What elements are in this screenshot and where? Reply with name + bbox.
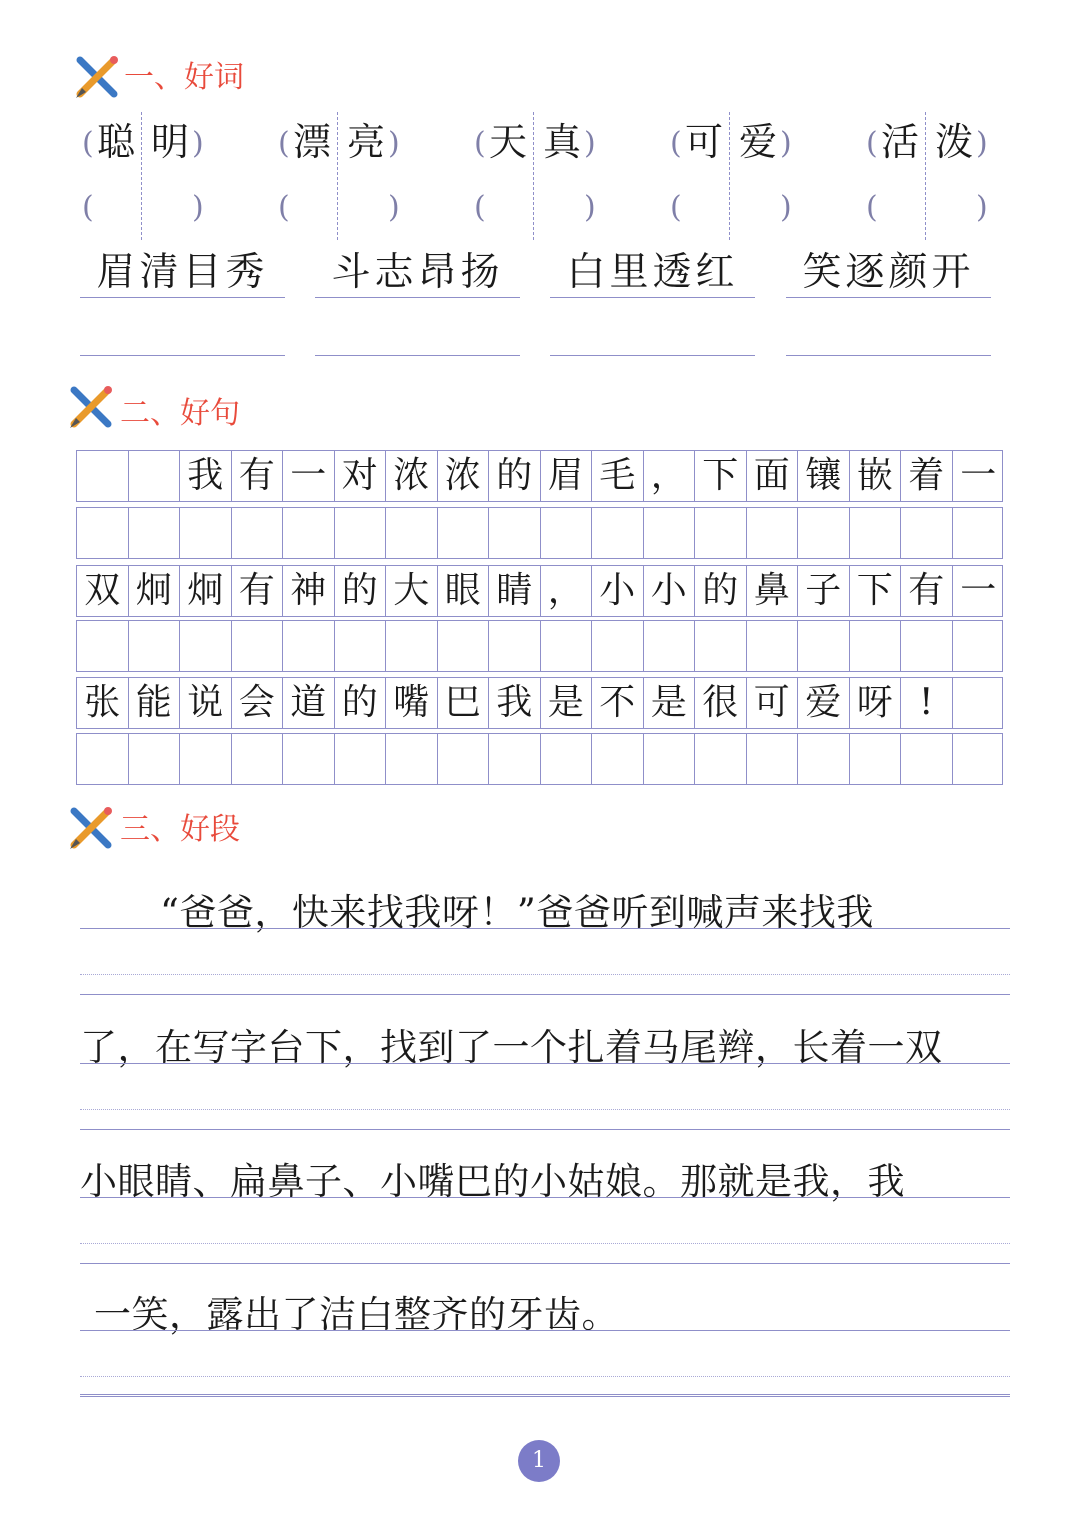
grid-cell: !	[901, 678, 953, 728]
grid-cell[interactable]	[335, 621, 387, 671]
grid-cell[interactable]	[180, 508, 232, 558]
paren-open: (	[278, 126, 290, 161]
grid-cell: 可	[747, 678, 799, 728]
grid-cell[interactable]	[180, 621, 232, 671]
grid-cell: 能	[129, 678, 181, 728]
answer-paren-open: (	[670, 190, 682, 225]
grid-cell: 是	[541, 678, 593, 728]
word-pair	[866, 112, 988, 240]
word-char: 爱	[738, 120, 777, 164]
grid-cell: 炯	[129, 566, 181, 616]
writing-line	[80, 1396, 1010, 1397]
grid-row	[76, 677, 1003, 729]
grid-cell[interactable]	[592, 621, 644, 671]
word-char: 活	[880, 120, 919, 164]
word-char: 聪	[96, 120, 135, 164]
grid-cell[interactable]	[592, 734, 644, 784]
writing-line	[80, 1330, 1010, 1331]
grid-cell: 一	[960, 455, 997, 496]
paragraph-line-text: 小眼睛、扁鼻子、小嘴巴的小姑娘。那就是我，我	[80, 1160, 905, 1203]
grid-cell[interactable]	[335, 508, 387, 558]
idiom-text: 白里透红	[566, 250, 739, 295]
grid-cell: 眼	[438, 566, 490, 616]
paren-close: )	[388, 126, 400, 161]
grid-cell: 的	[335, 566, 387, 616]
dotted-guide-line	[80, 1376, 1010, 1377]
word-pair	[82, 112, 204, 240]
answer-paren-close: )	[388, 190, 400, 225]
grid-cell[interactable]	[953, 734, 1005, 784]
grid-cell: ，	[644, 451, 696, 501]
word-char: 明	[150, 120, 189, 164]
grid-row	[76, 565, 1003, 617]
paragraph-line-text: 一笑，露出了洁白整齐的牙齿。	[94, 1293, 619, 1336]
grid-cell[interactable]	[747, 508, 799, 558]
writing-line	[80, 1063, 1010, 1064]
word-pair	[474, 112, 596, 240]
paren-open: (	[670, 126, 682, 161]
grid-cell[interactable]	[541, 508, 593, 558]
writing-line	[80, 1394, 1010, 1395]
grid-cell: 浓	[386, 451, 438, 501]
grid-cell: 鼻	[747, 566, 799, 616]
grid-cell: 浓	[438, 451, 490, 501]
grid-cell: 嵌	[850, 451, 902, 501]
word-char: 真	[542, 120, 581, 164]
answer-paren-close: )	[976, 190, 988, 225]
idiom-underline	[80, 297, 285, 298]
grid-cell: 的	[335, 678, 387, 728]
grid-cell[interactable]	[901, 621, 953, 671]
grid-cell[interactable]	[77, 621, 129, 671]
grid-cell[interactable]	[541, 734, 593, 784]
grid-cell: 眉	[541, 451, 593, 501]
grid-cell: 下	[695, 451, 747, 501]
grid-cell: 毛	[592, 451, 644, 501]
grid-cell[interactable]	[850, 621, 902, 671]
section-title-good-paragraph: 三、好段	[120, 812, 240, 847]
section-title-good-sentences: 二、好句	[120, 396, 240, 431]
grid-cell[interactable]	[489, 508, 541, 558]
word-char: 亮	[346, 120, 385, 164]
grid-row	[76, 507, 1003, 559]
grid-cell: 镶	[798, 451, 850, 501]
grid-cell[interactable]	[489, 734, 541, 784]
grid-cell[interactable]	[129, 734, 181, 784]
grid-cell: 我	[489, 678, 541, 728]
grid-cell[interactable]	[77, 508, 129, 558]
grid-cell: 面	[747, 451, 799, 501]
pencil-pen-icon	[66, 382, 116, 432]
grid-cell: 嘴	[386, 678, 438, 728]
blank-writing-line[interactable]	[550, 355, 755, 356]
word-char: 泼	[934, 120, 973, 164]
grid-cell[interactable]	[283, 508, 335, 558]
dotted-guide-line	[80, 1109, 1010, 1110]
grid-cell[interactable]	[129, 451, 181, 501]
word-char: 可	[684, 120, 723, 164]
paren-close: )	[780, 126, 792, 161]
grid-row	[76, 620, 1003, 672]
grid-cell[interactable]	[232, 621, 284, 671]
answer-paren-close: )	[780, 190, 792, 225]
grid-cell[interactable]	[798, 734, 850, 784]
grid-cell: ，	[541, 566, 593, 616]
paren-open: (	[866, 126, 878, 161]
grid-cell[interactable]	[489, 621, 541, 671]
paren-open: (	[474, 126, 486, 161]
grid-cell: 呀	[850, 678, 902, 728]
answer-paren-open: (	[278, 190, 290, 225]
answer-paren-close: )	[192, 190, 204, 225]
grid-cell[interactable]	[644, 621, 696, 671]
idiom-text: 眉清目秀	[96, 250, 269, 295]
blank-writing-line[interactable]	[786, 355, 991, 356]
grid-cell: 神	[283, 566, 335, 616]
grid-cell[interactable]	[386, 734, 438, 784]
grid-cell[interactable]	[232, 508, 284, 558]
grid-cell: 一	[960, 570, 997, 611]
paren-close: )	[976, 126, 988, 161]
grid-cell: 小	[592, 566, 644, 616]
word-char: 天	[488, 120, 527, 164]
grid-cell[interactable]	[77, 451, 129, 501]
grid-cell: 很	[695, 678, 747, 728]
grid-cell[interactable]	[644, 734, 696, 784]
grid-cell: 双	[77, 566, 129, 616]
grid-cell: 是	[644, 678, 696, 728]
grid-cell: 的	[695, 566, 747, 616]
grid-cell[interactable]	[644, 508, 696, 558]
grid-cell: 有	[232, 566, 284, 616]
word-char: 漂	[292, 120, 331, 164]
blank-writing-line[interactable]	[80, 355, 285, 356]
grid-cell[interactable]	[592, 508, 644, 558]
writing-line	[80, 1129, 1010, 1130]
idiom-text: 笑逐颜开	[802, 250, 975, 295]
pencil-pen-icon	[72, 52, 122, 102]
answer-paren-open: (	[474, 190, 486, 225]
idiom	[786, 248, 991, 298]
grid-cell[interactable]	[283, 734, 335, 784]
grid-cell: 会	[232, 678, 284, 728]
grid-cell[interactable]	[901, 508, 953, 558]
grid-cell: 睛	[489, 566, 541, 616]
grid-cell[interactable]	[747, 621, 799, 671]
grid-cell: 爱	[798, 678, 850, 728]
grid-cell: 说	[180, 678, 232, 728]
writing-line	[80, 1197, 1010, 1198]
grid-cell: 巴	[438, 678, 490, 728]
grid-cell: 有	[232, 451, 284, 501]
page-number: 1	[518, 1440, 560, 1482]
grid-cell[interactable]	[232, 734, 284, 784]
idiom-underline	[315, 297, 520, 298]
grid-cell[interactable]	[438, 508, 490, 558]
idiom-underline	[786, 297, 991, 298]
grid-cell: 大	[386, 566, 438, 616]
grid-cell[interactable]	[541, 621, 593, 671]
grid-cell: 张	[77, 678, 129, 728]
idiom	[80, 248, 285, 298]
grid-cell[interactable]	[180, 734, 232, 784]
grid-cell[interactable]	[747, 734, 799, 784]
paragraph-line-text: “爸爸，快来找我呀！”爸爸听到喊声来找我	[160, 891, 874, 934]
idiom	[315, 248, 520, 298]
idiom	[550, 248, 755, 298]
grid-cell: 的	[489, 451, 541, 501]
paren-close: )	[192, 126, 204, 161]
writing-line	[80, 994, 1010, 995]
grid-cell[interactable]	[335, 734, 387, 784]
grid-cell[interactable]	[953, 508, 1005, 558]
grid-cell[interactable]	[850, 508, 902, 558]
grid-cell[interactable]	[77, 734, 129, 784]
grid-cell[interactable]	[901, 734, 953, 784]
grid-cell[interactable]	[386, 508, 438, 558]
grid-cell: 有	[901, 566, 953, 616]
grid-cell: 小	[644, 566, 696, 616]
grid-cell[interactable]	[386, 621, 438, 671]
paren-open: (	[82, 126, 94, 161]
grid-row	[76, 450, 1003, 502]
dotted-guide-line	[80, 1243, 1010, 1244]
grid-cell[interactable]	[798, 508, 850, 558]
grid-cell: 我	[180, 451, 232, 501]
idiom-text: 斗志昂扬	[331, 250, 504, 295]
grid-cell: 下	[850, 566, 902, 616]
pencil-pen-icon	[66, 803, 116, 853]
grid-cell: 对	[335, 451, 387, 501]
grid-cell[interactable]	[695, 508, 747, 558]
grid-cell[interactable]	[850, 734, 902, 784]
word-pair	[278, 112, 400, 240]
grid-cell: 不	[592, 678, 644, 728]
paren-close: )	[584, 126, 596, 161]
grid-cell: 着	[901, 451, 953, 501]
grid-cell[interactable]	[438, 621, 490, 671]
grid-cell[interactable]	[129, 508, 181, 558]
answer-paren-open: (	[866, 190, 878, 225]
grid-cell[interactable]	[695, 621, 747, 671]
grid-cell: 子	[798, 566, 850, 616]
grid-cell[interactable]	[695, 734, 747, 784]
paragraph-line-text: 了，在写字台下，找到了一个扎着马尾辫，长着一双	[80, 1026, 943, 1069]
grid-cell: 一	[283, 451, 335, 501]
grid-cell[interactable]	[438, 734, 490, 784]
grid-cell[interactable]	[129, 621, 181, 671]
word-pair	[670, 112, 792, 240]
grid-cell[interactable]	[953, 621, 1005, 671]
grid-cell: 道	[283, 678, 335, 728]
grid-cell[interactable]	[953, 678, 1005, 728]
idiom-underline	[550, 297, 755, 298]
section-title-good-words: 一、好词	[124, 60, 244, 95]
grid-cell[interactable]	[283, 621, 335, 671]
answer-paren-open: (	[82, 190, 94, 225]
grid-cell: 炯	[180, 566, 232, 616]
writing-line	[80, 1263, 1010, 1264]
grid-cell[interactable]	[798, 621, 850, 671]
writing-line	[80, 928, 1010, 929]
dotted-guide-line	[80, 974, 1010, 975]
answer-paren-close: )	[584, 190, 596, 225]
grid-row	[76, 733, 1003, 785]
blank-writing-line[interactable]	[315, 355, 520, 356]
